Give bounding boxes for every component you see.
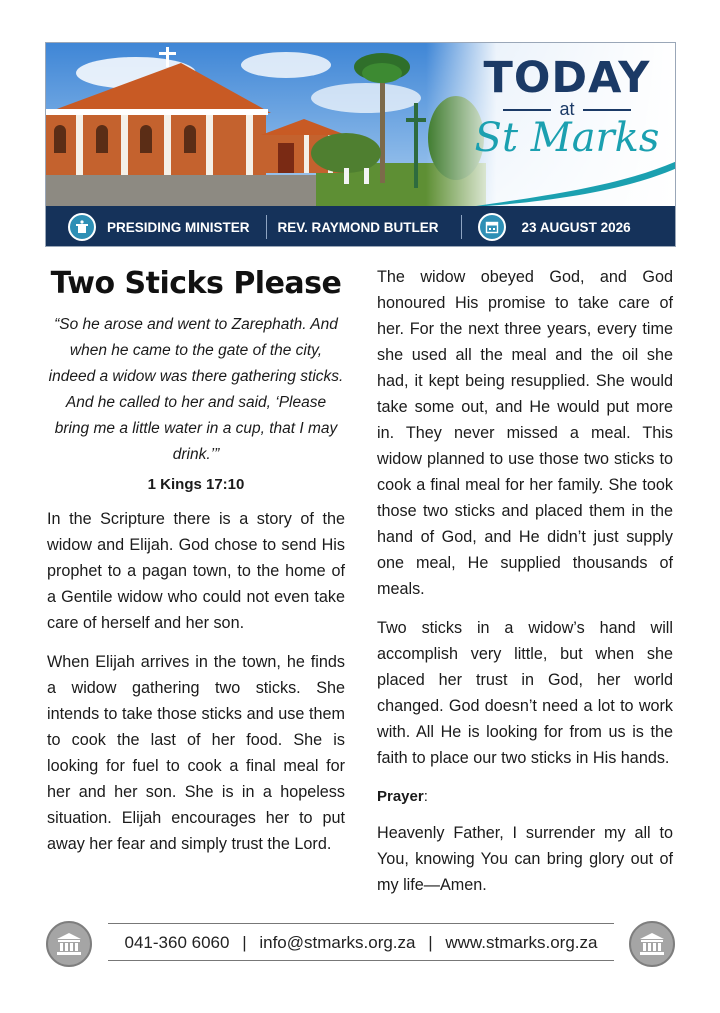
footer-email[interactable]: info@stmarks.org.za xyxy=(259,933,416,952)
prayer-label: Prayer xyxy=(377,788,424,805)
right-column xyxy=(377,264,673,911)
service-date: 23 AUGUST 2026 xyxy=(521,219,631,235)
prayer-colon: : xyxy=(423,788,428,805)
footer-rule-top xyxy=(108,923,614,924)
header-banner xyxy=(45,42,676,247)
newsletter-title xyxy=(467,55,667,160)
church-building-icon xyxy=(629,921,675,967)
article-paragraph: In the Scripture there is a story of the widow and Elijah. God chose to send His prophet to a pagan town, to the home of a Gentile widow who could not even take care of herself and her son. xyxy=(47,510,345,632)
title-rule-left xyxy=(503,109,551,111)
info-divider xyxy=(461,215,462,239)
prayer-heading xyxy=(377,784,673,810)
pulpit-icon xyxy=(68,213,96,241)
title-today: TODAY xyxy=(483,53,651,103)
footer-rule-bottom xyxy=(108,960,614,961)
footer-phone: 041-360 6060 xyxy=(124,933,230,952)
minister-name: REV. RAYMOND BUTLER xyxy=(277,219,439,235)
title-st-marks: St Marks xyxy=(474,115,660,161)
presiding-minister-label: PRESIDING MINISTER xyxy=(107,219,250,235)
prayer-text: Heavenly Father, I surrender my all to You, knowing You can bring glory out of my life—Amen. xyxy=(377,824,673,894)
article-title: Two Sticks Please xyxy=(50,266,342,301)
left-column xyxy=(47,262,345,870)
footer-website[interactable]: www.stmarks.org.za xyxy=(445,933,598,952)
calendar-icon xyxy=(478,213,506,241)
info-bar xyxy=(46,206,676,247)
article-paragraph: The widow obeyed God, and God honoured His promise to take care of her. For the next three years, every time she used all the meal and the oil she had, it kept being resupplied. She would take some out, and He would put more in. They never missed a meal. This widow planned to use those two sticks to cook a final meal for her family. She took those two sticks and placed them in the hand of God, and He didn’t just supply one meal, He supplied thousands of meals. xyxy=(377,268,673,598)
scripture-quote: “So he arose and went to Zarephath. And when he came to the gate of the city, indeed a widow was there gathering sticks. And he called to her and said, ‘Please bring me a little water in a cup, that I may drink.’” xyxy=(48,316,344,463)
footer-separator: | xyxy=(242,933,247,952)
info-divider xyxy=(266,215,267,239)
article-paragraph: Two sticks in a widow’s hand will accomplish very little, but when she placed her trust in God, her world changed. God doesn’t need a lot to work with. All He is looking for from us is the faith to place our two sticks in His hands. xyxy=(377,619,673,767)
title-at: at xyxy=(559,99,575,119)
scripture-reference: 1 Kings 17:10 xyxy=(147,476,245,493)
church-building-icon xyxy=(46,921,92,967)
title-rule-right xyxy=(583,109,631,111)
contact-footer xyxy=(108,933,614,953)
article-paragraph: When Elijah arrives in the town, he finds a widow gathering two sticks. She intends to take those sticks and use them to cook the last of her food. She is looking for fuel to cook a final meal for her and her son. She is in a hopeless situation. Elijah encourages her to put away her fear and simply trust the Lord. xyxy=(47,653,345,853)
footer-separator: | xyxy=(428,933,433,952)
